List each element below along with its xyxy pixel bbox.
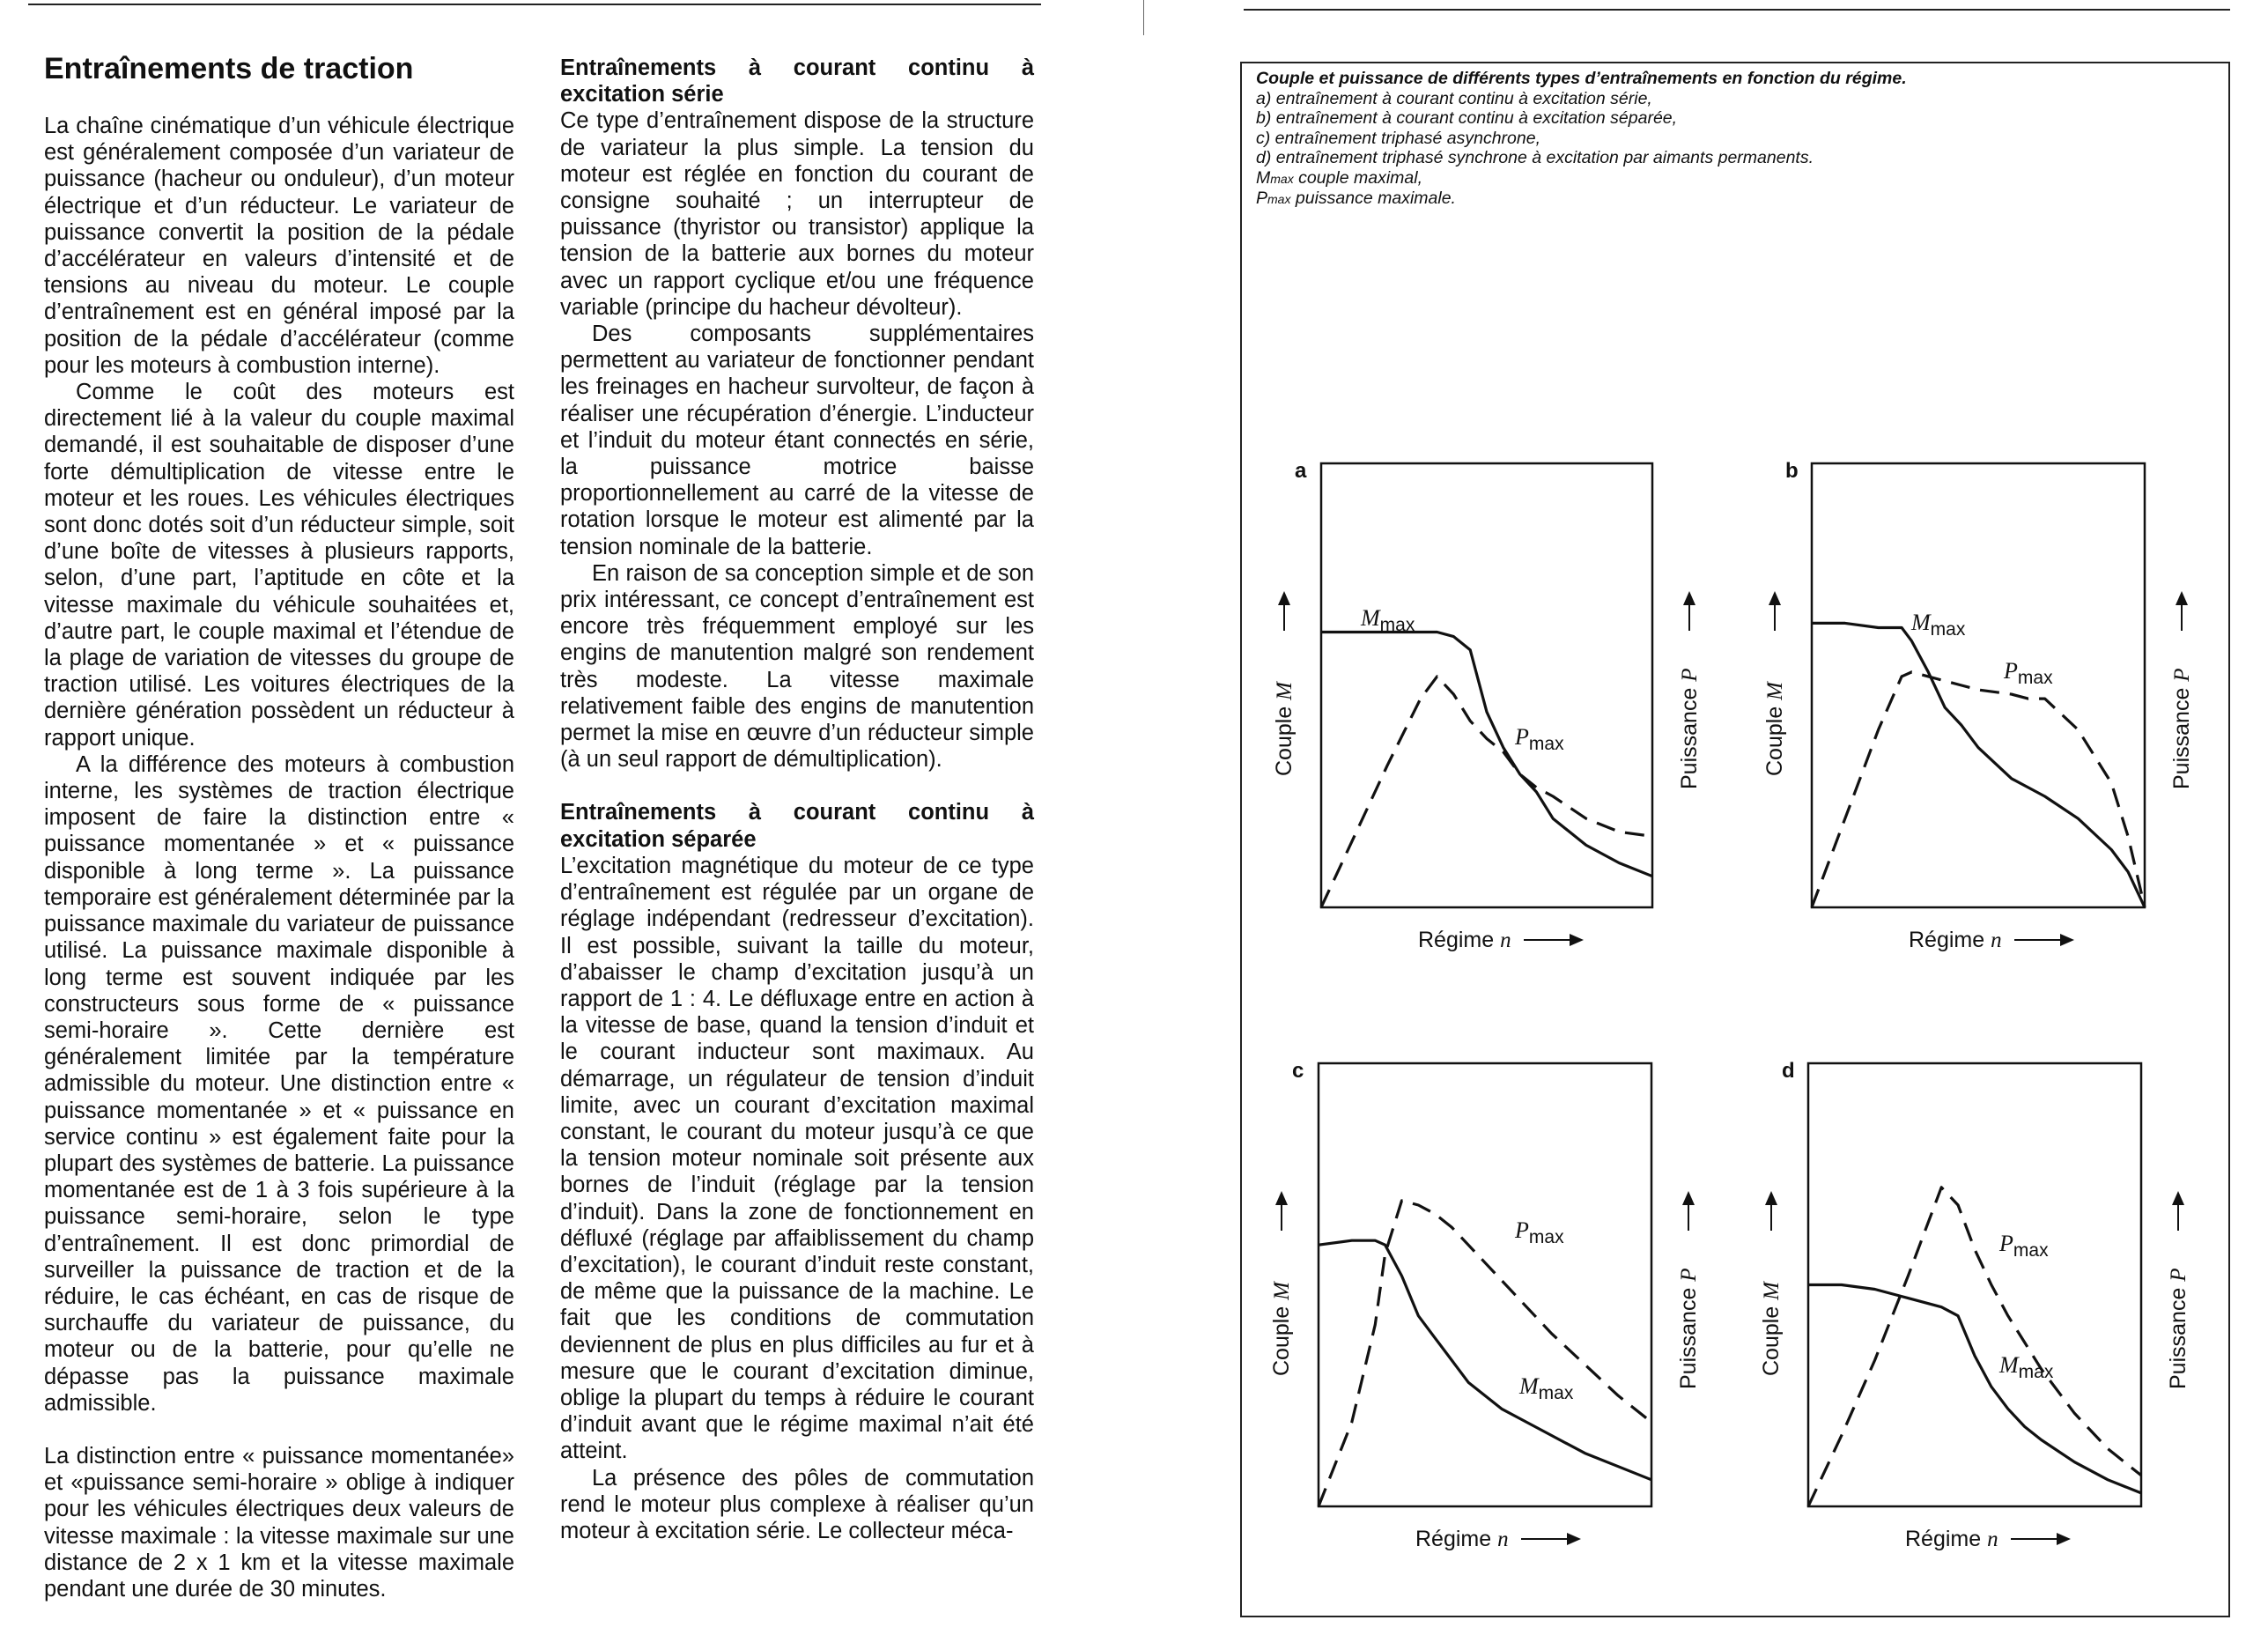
series-label-mmax-c: $M_{max}$ [1519,1373,1574,1403]
panel-label-b: b [1785,459,1799,483]
chart-frame-a [1321,463,1652,907]
panel-label-c: c [1292,1059,1304,1083]
series-label-pmax-a: $P_{max}$ [1515,724,1564,754]
series-label-mmax-b: $M_{max}$ [1911,610,1966,640]
x-axis-arrow-b-head [2060,934,2074,946]
y-right-arrow-c-head [1682,1191,1695,1205]
y-right-label-b: Puissance P [2169,668,2194,789]
series-label-pmax-b: $P_{max}$ [2004,658,2053,688]
pmax-subscript: max [1267,192,1291,206]
series-line-mmax-a [1321,633,1652,877]
series-label-pmax-c: $P_{max}$ [1515,1217,1564,1247]
figure-caption-line: c) entraînement triphasé asynchrone, [1256,128,1541,148]
x-axis-arrow-a-head [1570,934,1584,946]
series-line-mmax-c [1319,1240,1651,1480]
pmax-definition: puissance maximale. [1290,189,1456,208]
paragraph: La présence des pôles de commutation rend le moteur plus complexe à réaliser qu’un moteur à excitation série. Le collecteur méca- [560,1465,1034,1543]
subsection-heading: Entraînements à courant continu à excitation série [560,55,1034,107]
paragraph: A la différence des moteurs à combustion interne, les systèmes de traction électrique imposent de faire la distinction entre « puissance momentanée » et « puissance disponible à long terme ». La puissance temporaire est généralement déterminée par la puissance maximale du variateur de puissance utilisé. La puissance maximale disponible à long terme est souvent indiquée par les constructeurs sous forme de « puissance semi-horaire ». Cette dernière est généralement limitée par la température admissible du moteur. Une distinction entre « puissance momentanée » et « puissance en service continu » est également faite pour la plupart des systèmes de batterie. La puissance momentanée est de 1 à 3 fois supérieure à la puissance semi-horaire, selon le type d’entraînement. Il est donc primordial de surveiller la puissance de traction et de la réduire, le cas échéant, en cas de risque de surchauffe du variateur de puissance, du moteur ou de la batterie, pour qu’elle ne dépasse pas la puissance maximale admissible. [44,751,514,1416]
paragraph: En raison de sa conception simple et de son prix intéressant, ce concept d’entraînement est encore très fréquemment employé sur les engins de manutention malgré son rendement très modeste. La vitesse maximale relativement faible des engins de manutention permet la mise en œuvre d’un réducteur simple (à un seul rapport de démultiplication). [560,560,1034,773]
y-left-arrow-c-head [1275,1191,1288,1205]
x-axis-arrow-c-head [1567,1533,1581,1545]
x-axis-label-c: Régime n [1415,1527,1509,1551]
y-right-label-d: Puissance P [2166,1268,2190,1389]
series-label-pmax-d: $P_{max}$ [1999,1231,2049,1261]
chart-frame-d [1808,1063,2141,1506]
chart-frame-b [1812,463,2145,907]
paragraph: La chaîne cinématique d’un véhicule électrique est généralement composée d’un variateur de puissance (hacheur ou onduleur), d’un moteur électrique et d’un réducteur. Le variateur de puissance convertit la position de la pédale d’accélérateur en valeurs d’intensité et de tensions au niveau du moteur. Le couple d’entraînement est en général imposé par la position de la pédale d’accélérateur (comme pour les moteurs à combustion interne). [44,114,514,378]
mmax-symbol: M [1256,167,1271,188]
paragraph: La distinction entre « puissance momentanée» et «puissance semi-horaire » oblige à indiquer pour les véhicules électriques deux valeurs de vitesse maximale : la vitesse maximale sur une distance de 2 x 1 km et la vitesse maximale pendant une durée de 30 minutes. [44,1443,514,1602]
x-axis-label-d: Régime n [1905,1527,1998,1551]
subsection-heading: Entraînements à courant continu à excitation séparée [560,800,1034,852]
figure-caption-line: b) entraînement à courant continu à excitation séparée, [1256,108,1678,128]
x-axis-label-a: Régime n [1418,928,1511,952]
panel-label-d: d [1782,1059,1795,1083]
y-left-label-c: Couple M [1269,1282,1294,1376]
paragraph: L’excitation magnétique du moteur de ce type d’entraînement est régulée par un organe de réglage indépendant (redresseur d’excitation). Il est possible, suivant la taille du moteur, d’abaisser le champ d’excitation jusqu’à un rapport de 1 : 4. Le défluxage entre en action à la vitesse de base, quand la tension d’induit et le courant inducteur sont maximaux. Au démarrage, un régulateur de tension d’induit limite, avec un courant d’excitation maximal constant, le courant du moteur jusqu’à ce que la tension moteur nominale soit présente aux bornes de l’induit (réglage par la tension d’induit). Dans la zone de fonctionnement en défluxé (réglage par affaiblissement du champ d’excitation), le courant d’induit reste constant, de même que la puissance de la machine. Le fait que les conditions de commutation deviennent de plus en plus difficiles au fur et à mesure que le courant d’excitation diminue, oblige la plupart du temps à réduire le courant d’induit avant que le régime maximal n’ait été atteint. [560,853,1034,1464]
paragraph: Ce type d’entraînement dispose de la structure de variateur la plus simple. La tension du moteur est réglée en fonction du courant de consigne souhaité ; un interrupteur de puissance (thyristor ou transistor) applique la tension de la batterie aux bornes du moteur avec un rapport cyclique et/ou une fréquence variable (principe du hacheur dévolteur). [560,108,1034,320]
mmax-subscript: max [1270,171,1294,186]
paragraph: Comme le coût des moteurs est directement lié à la valeur du couple maximal demandé, il est souhaitable de disposer d’une forte démultiplication de vitesse entre le moteur et les roues. Les véhicules électriques sont donc dotés soit d’un réducteur simple, soit d’une boîte de vitesses à plusieurs rapports, selon, d’une part, l’aptitude en côte et la vitesse maximale du véhicule souhaitées et, d’autre part, le couple maximal et l’étendue de la plage de variation de vitesses du groupe de traction utilisé. Les voitures électriques de la dernière génération possèdent un réducteur à rapport unique. [44,380,514,751]
figure-caption-line: d) entraînement triphasé synchrone à excitation par aimants permanents. [1256,148,1814,167]
chart-frame-c [1319,1063,1651,1506]
paragraph: Des composants supplémentaires permettent au variateur de fonctionner pendant les freinages en hacheur survolteur, de façon à réaliser une récupération d’énergie. L’inducteur et l’induit du moteur étant connectés en série, la puissance motrice baisse proportionnellement au carré de la vitesse de rotation lorsque le moteur est alimenté par la tension nominale de la batterie. [560,322,1034,559]
y-left-arrow-b-head [1769,591,1781,605]
series-line-pmax-b [1812,672,2145,907]
series-label-mmax-d: $M_{max}$ [1999,1352,2054,1382]
y-right-arrow-b-head [2176,591,2188,605]
series-label-mmax-a: $M_{max}$ [1361,605,1415,635]
panel-label-a: a [1295,459,1307,483]
figure-caption-line: a) entraînement à courant continu à excitation série, [1256,88,1652,108]
y-right-arrow-a-head [1683,591,1695,605]
y-left-label-d: Couple M [1759,1282,1784,1376]
y-right-label-a: Puissance P [1677,668,1702,789]
y-left-arrow-a-head [1278,591,1290,605]
figure-caption-title: Couple et puissance de différents types d’entraînements en fonction du régime. [1256,69,1907,88]
pmax-symbol: P [1256,189,1268,208]
y-left-label-a: Couple M [1272,682,1297,776]
y-right-arrow-d-head [2172,1191,2184,1205]
y-left-arrow-d-head [1765,1191,1777,1205]
y-right-label-c: Puissance P [1676,1268,1701,1389]
section-title: Entraînements de traction [44,52,414,85]
mmax-definition: couple maximal, [1293,167,1423,188]
x-axis-arrow-d-head [2057,1533,2071,1545]
series-line-pmax-d [1808,1187,2141,1506]
series-line-mmax-b [1812,623,2145,907]
series-line-mmax-d [1808,1285,2141,1493]
y-left-label-b: Couple M [1762,682,1787,776]
x-axis-label-b: Régime n [1909,928,2002,952]
